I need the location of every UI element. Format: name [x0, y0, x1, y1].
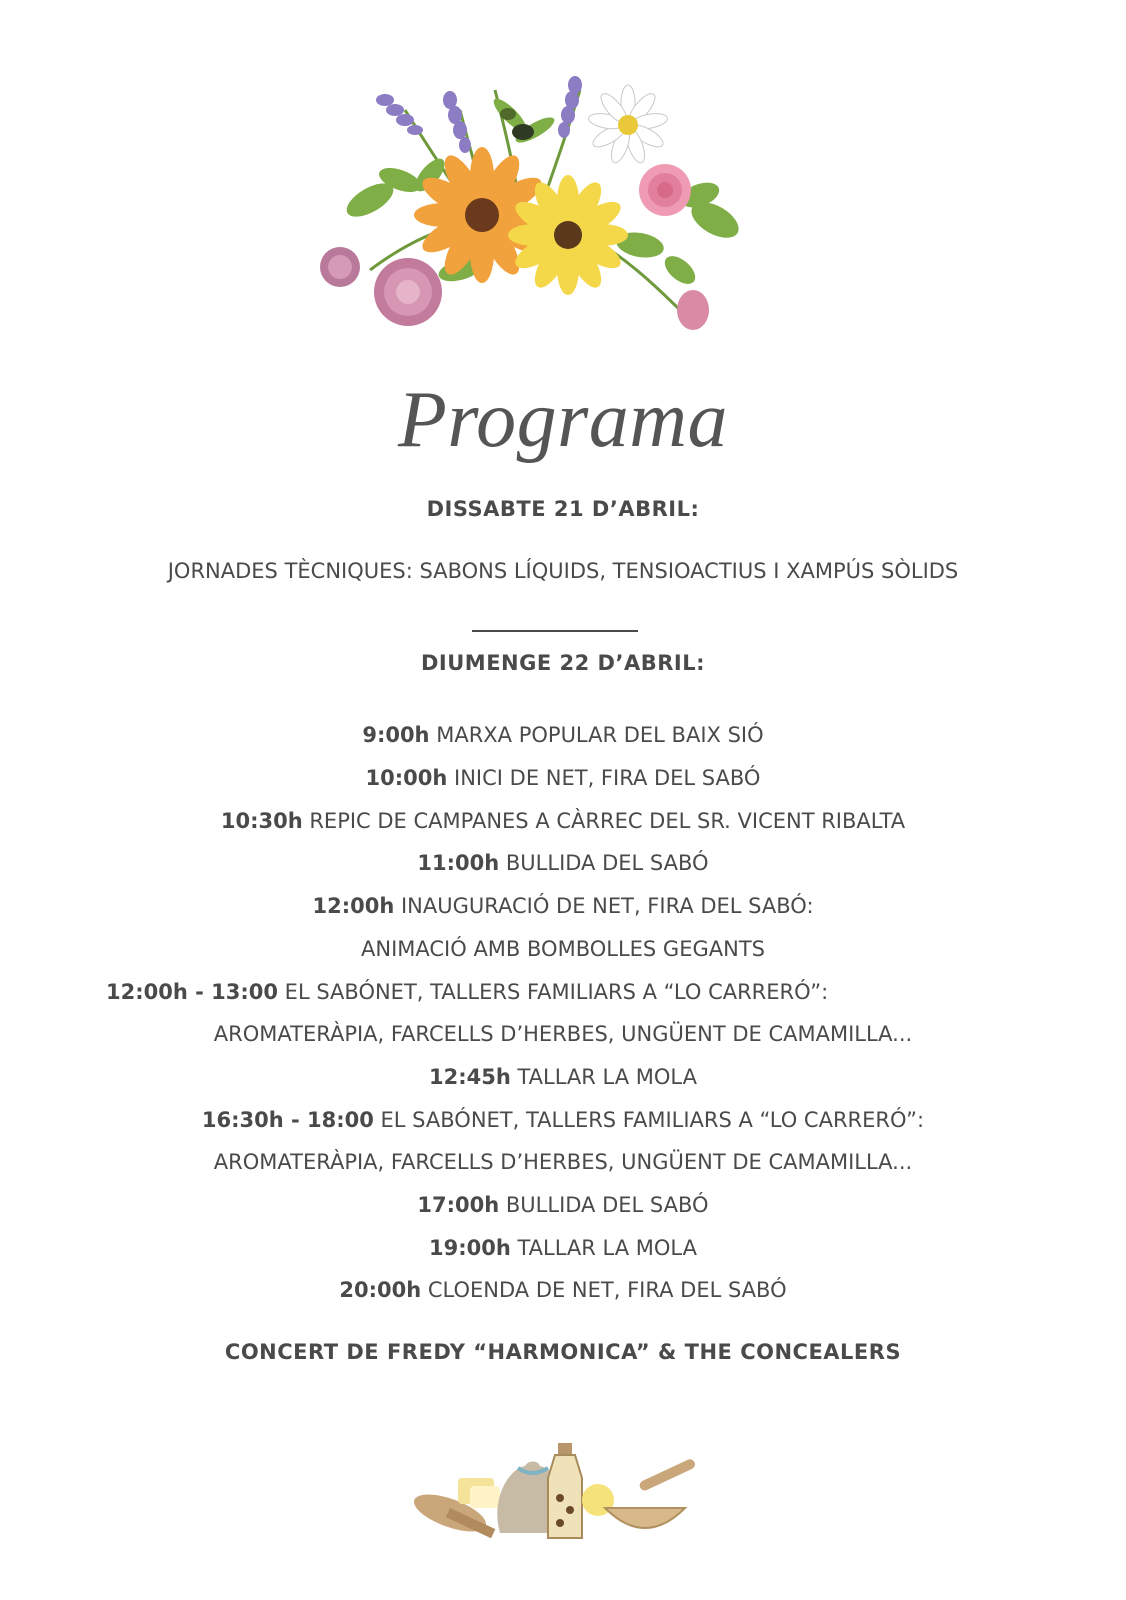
schedule-item: AROMATERÀPIA, FARCELLS D’HERBES, UNGÜENT DE CAMAMILLA...	[213, 1150, 913, 1174]
schedule-item: 20:00h CLOENDA DE NET, FIRA DEL SABÓ	[339, 1278, 787, 1302]
saturday-heading: DISSABTE 21 D’ABRIL:	[426, 497, 700, 521]
schedule-item: AROMATERÀPIA, FARCELLS D’HERBES, UNGÜENT DE CAMAMILLA...	[213, 1022, 913, 1046]
schedule-item: 10:00h INICI DE NET, FIRA DEL SABÓ	[365, 766, 761, 790]
schedule-item: 12:45h TALLAR LA MOLA	[429, 1065, 697, 1089]
schedule-item: ANIMACIÓ AMB BOMBOLLES GEGANTS	[361, 937, 765, 961]
schedule-item: 10:30h REPIC DE CAMPANES A CÀRREC DEL SR. VICENT RIBALTA	[220, 809, 906, 833]
schedule-item: 9:00h MARXA POPULAR DEL BAIX SIÓ	[362, 723, 764, 747]
schedule-item: 16:30h - 18:00 EL SABÓNET, TALLERS FAMILIARS A “LO CARRERÓ”:	[201, 1108, 925, 1132]
concert-line: CONCERT DE FREDY “HARMONICA” & THE CONCEALERS	[224, 1340, 902, 1364]
schedule-item: 12:00h INAUGURACIÓ DE NET, FIRA DEL SABÓ:	[312, 894, 814, 918]
schedule-item: 12:00h - 13:00 EL SABÓNET, TALLERS FAMILIARS A “LO CARRERÓ”:	[106, 980, 829, 1004]
schedule-item: 11:00h BULLIDA DEL SABÓ	[417, 851, 709, 875]
section-divider	[472, 630, 638, 632]
sunday-heading: DIUMENGE 22 D’ABRIL:	[421, 651, 705, 675]
saturday-text: JORNADES TÈCNIQUES: SABONS LÍQUIDS, TENSIOACTIUS I XAMPÚS SÒLIDS	[167, 559, 959, 583]
schedule-item: 19:00h TALLAR LA MOLA	[429, 1236, 697, 1260]
schedule-item: 17:00h BULLIDA DEL SABÓ	[417, 1193, 709, 1217]
flower-bouquet-icon	[310, 70, 770, 345]
page-title: Programa	[398, 376, 728, 464]
soap-making-tools-icon	[410, 1438, 710, 1553]
